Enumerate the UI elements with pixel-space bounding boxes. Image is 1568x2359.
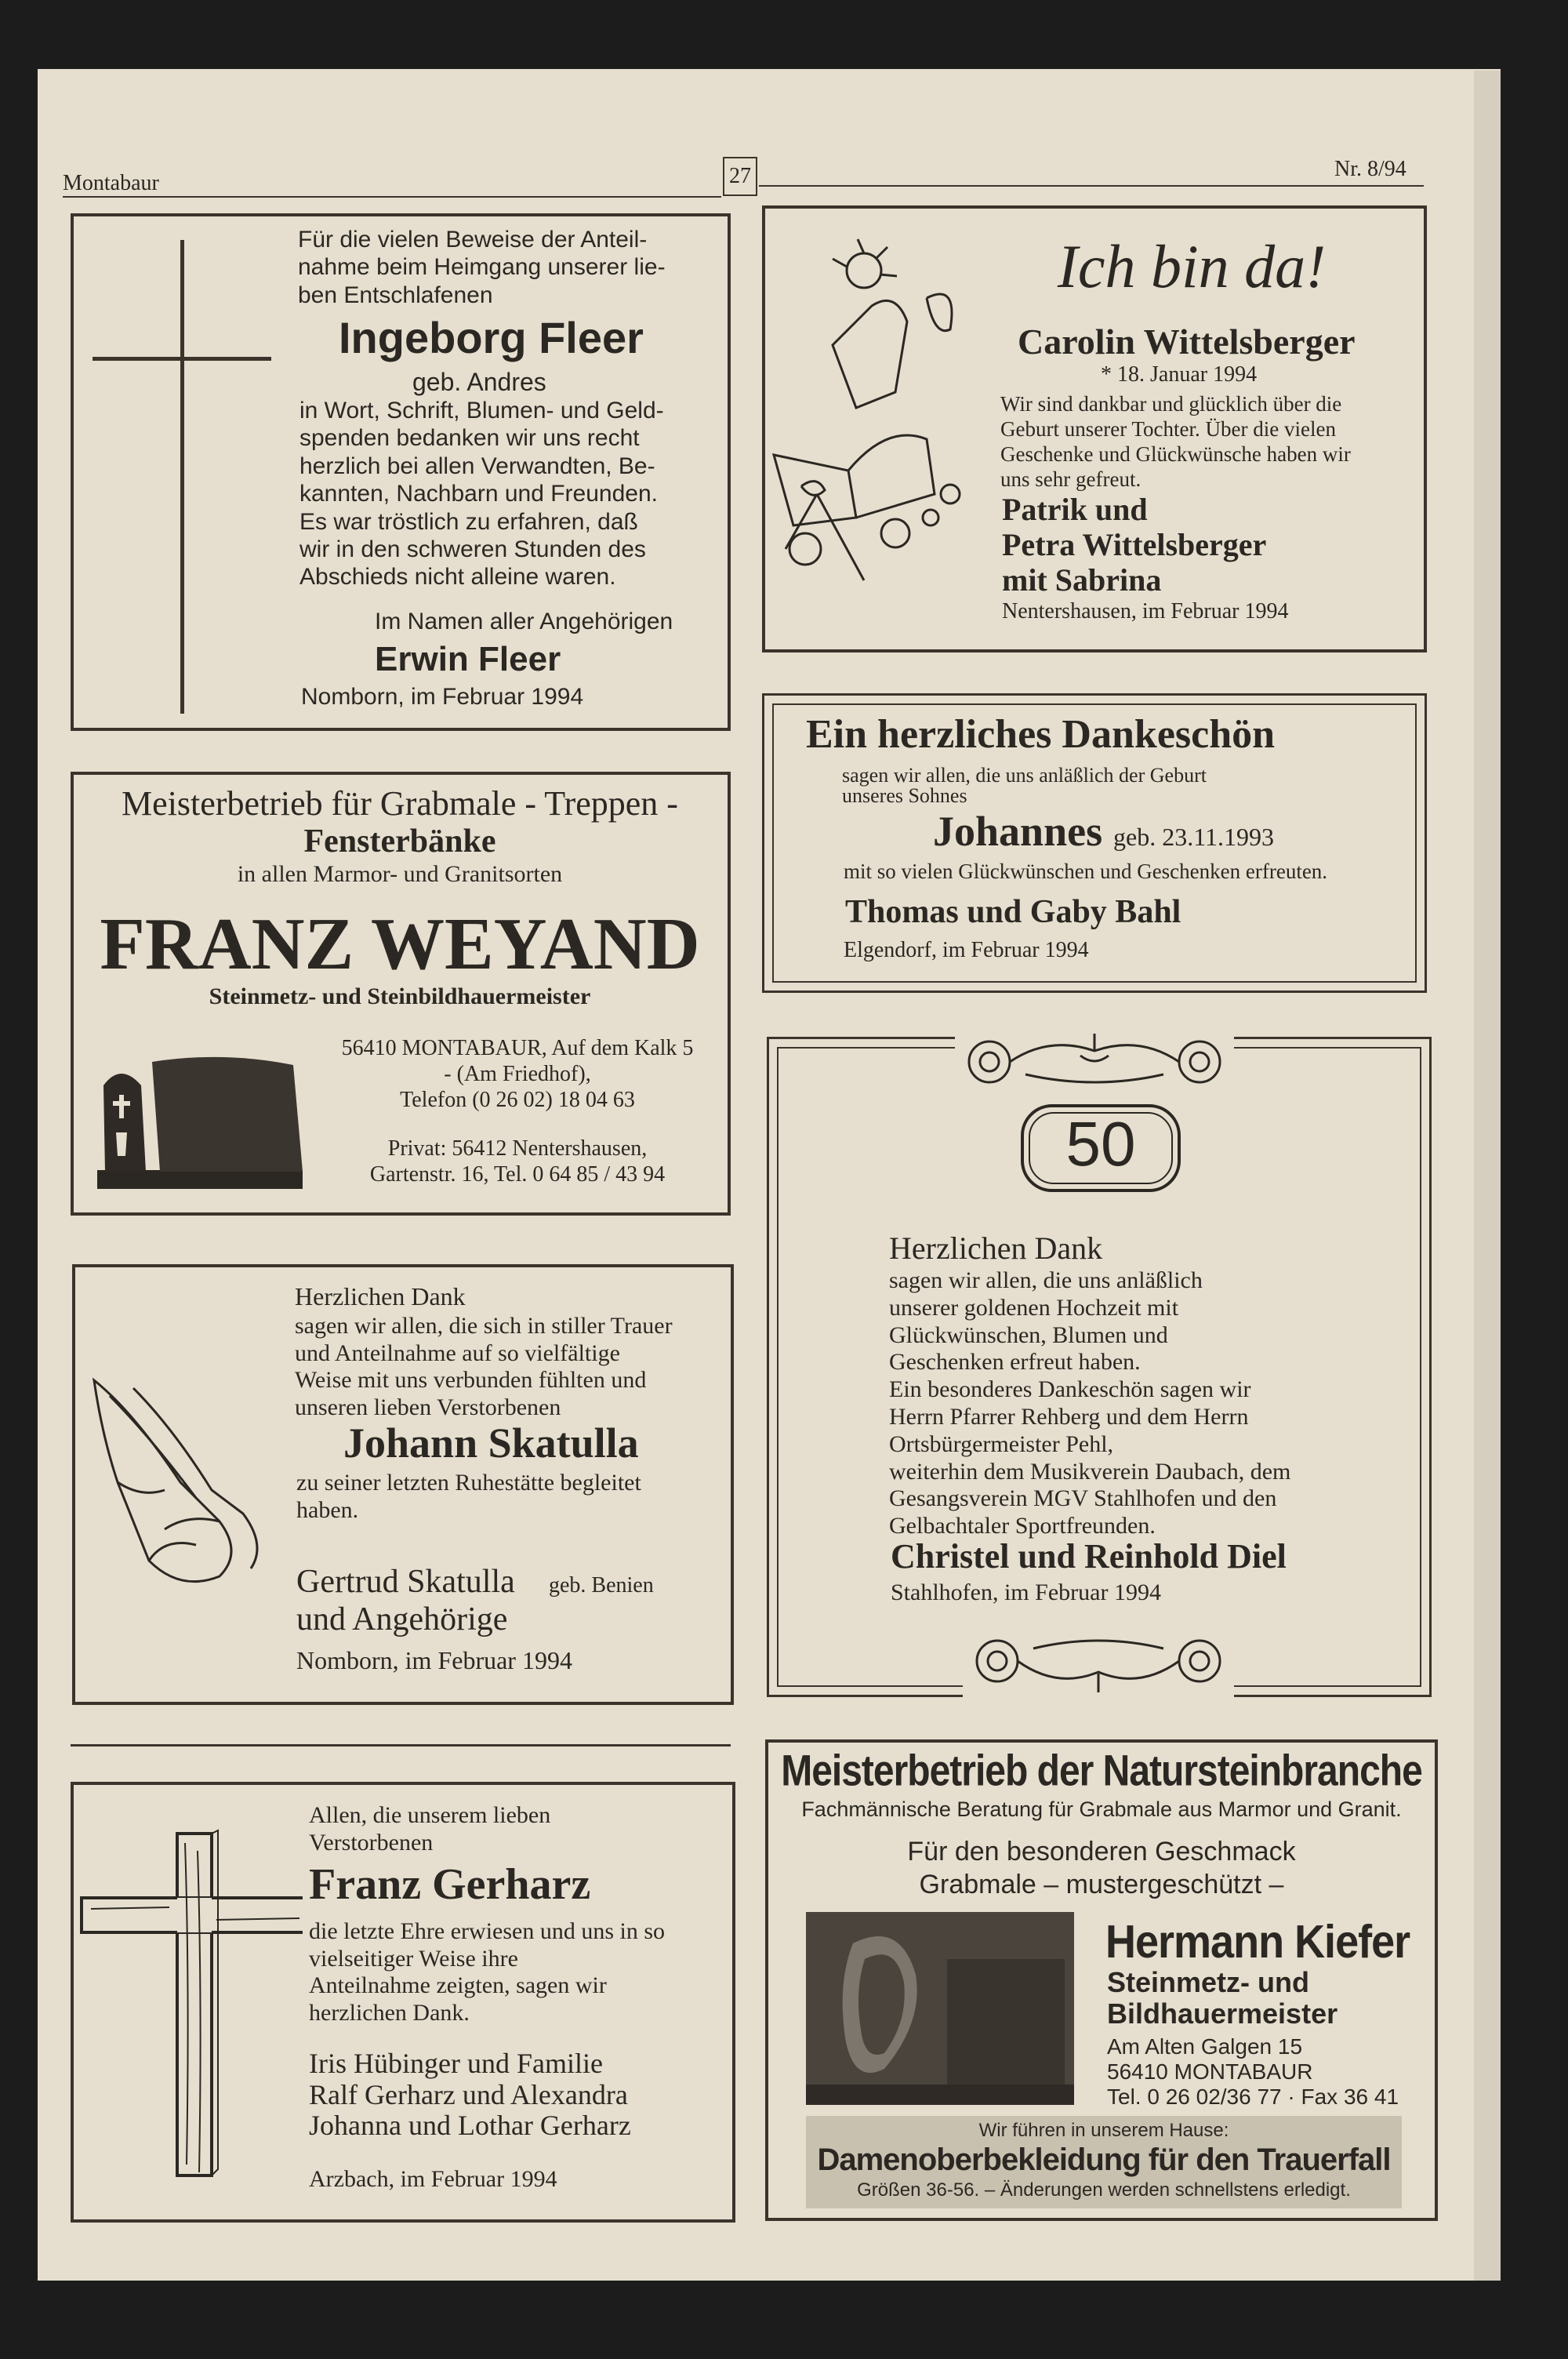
fleer-intro: Für die vielen Beweise der Anteil- nahme beim Heimgang unserer lie- ben Entschlafenen <box>298 227 666 308</box>
weyand-line3: in allen Marmor- und Granitsorten <box>237 861 563 887</box>
baby-carriage-illustration <box>770 235 997 596</box>
fleer-place: Nomborn, im Februar 1994 <box>301 684 584 710</box>
diel-place: Stahlhofen, im Februar 1994 <box>891 1579 1161 1605</box>
skatulla-signer: Gertrud Skatulla <box>296 1564 515 1600</box>
diel-title: Herzlichen Dank <box>889 1230 1103 1266</box>
carolin-headline: Ich bin da! <box>1057 232 1327 300</box>
weyand-address: 56410 MONTABAUR, Auf dem Kalk 5 - (Am Friedhof), Telefon (0 26 02) 18 04 63 <box>341 1036 694 1113</box>
page-edge <box>1474 71 1501 2281</box>
kiefer-subtitle: Fachmännische Beratung für Grabmale aus Marmor und Granit. <box>801 1797 1402 1821</box>
gerharz-name: Franz Gerharz <box>309 1860 591 1909</box>
skatulla-signer-note: geb. Benien <box>549 1573 654 1598</box>
carolin-body: Wir sind dankbar und glücklich über die Geburt unserer Tochter. Über die vielen Geschenke und Glückwünsche haben wir uns sehr gefreut. <box>1000 392 1351 491</box>
skatulla-place: Nomborn, im Februar 1994 <box>296 1646 572 1674</box>
header-town: Montabaur <box>63 171 159 195</box>
kiefer-trade: Steinmetz- und Bildhauermeister <box>1107 1966 1338 2030</box>
bahl-place: Elgendorf, im Februar 1994 <box>844 938 1089 962</box>
gerharz-body: die letzte Ehre erwiesen und uns in so vielseitiger Weise ihre Anteilnahme zeigten, sagen wir herzlichen Dank. <box>309 1918 666 2026</box>
anniversary-number: 50 <box>1065 1109 1136 1179</box>
weyand-line2: Fensterbänke <box>303 823 496 860</box>
fleer-behalf: Im Namen aller Angehörigen <box>375 609 673 634</box>
kiefer-address: Am Alten Galgen 15 56410 MONTABAUR Tel. 0 26 02/36 77 · Fax 36 41 <box>1107 2034 1399 2109</box>
skatulla-signer2: und Angehörige <box>296 1601 508 1637</box>
ornament-top <box>955 1027 1234 1093</box>
header-rule-right <box>759 185 1424 187</box>
header-issue: Nr. 8/94 <box>1334 157 1406 181</box>
skatulla-body: zu seiner letzten Ruhestätte begleitet haben. <box>296 1470 641 1523</box>
weyand-line1: Meisterbetrieb für Grabmale - Treppen - <box>122 784 678 823</box>
kiefer-headline: Meisterbetrieb der Natursteinbranche <box>781 1747 1422 1795</box>
gravestone-image <box>97 1054 309 1190</box>
weyand-name: FRANZ WEYAND <box>100 903 700 985</box>
weyand-subtitle: Steinmetz- und Steinbildhauermeister <box>209 983 591 1009</box>
bahl-born: geb. 23.11.1993 <box>1113 823 1275 851</box>
fleer-body: in Wort, Schrift, Blumen- und Geld- spenden bedanken wir uns recht herzlich bei allen Verwandten, Be- kannten, Nachbarn und Freunden. Es war tröstlich zu erfahren, daß wir in den schweren Stunden des Abschieds nicht alleine waren. <box>299 398 664 591</box>
ornament-bottom <box>963 1627 1234 1697</box>
cross-vertical <box>180 240 184 714</box>
skatulla-title: Herzlichen Dank <box>295 1282 466 1310</box>
header-rule-left <box>63 196 721 198</box>
kiefer-line1: Für den besonderen Geschmack <box>907 1837 1296 1866</box>
carolin-birth: * 18. Januar 1994 <box>1101 362 1258 387</box>
diel-body: sagen wir allen, die uns anläßlich unserer goldenen Hochzeit mit Glückwünschen, Blumen und Geschenken erfreut haben. Ein besonderes Dankeschön sagen wir Herrn Pfarrer Rehberg und dem Herrn Ortsbürgermeister Pehl, weiterhin dem Musikverein Daubach, dem Gesangsverein MGV Stahlhofen und den Gelbachtaler Sportfreunden. <box>889 1267 1291 1539</box>
fleer-name: Ingeborg Fleer <box>339 313 644 362</box>
bahl-title: Ein herzliches Dankeschön <box>806 712 1276 757</box>
cross-horizontal <box>93 357 271 361</box>
gerharz-family: Iris Hübinger und Familie Ralf Gerharz und Alexandra Johanna und Lothar Gerharz <box>309 2048 631 2142</box>
kiefer-name: Hermann Kiefer <box>1105 1915 1410 1968</box>
bahl-signer: Thomas und Gaby Bahl <box>845 894 1181 930</box>
kiefer-banner-big: Damenoberbekleidung für den Trauerfall <box>817 2143 1391 2177</box>
skatulla-name: Johann Skatulla <box>343 1419 639 1467</box>
column-separator <box>71 1744 731 1747</box>
skatulla-intro: sagen wir allen, die sich in stiller Trauer und Anteilnahme auf so vielfältige Weise mit uns verbunden fühlten und unseren lieben Verstorbenen <box>295 1313 673 1420</box>
gerharz-place: Arzbach, im Februar 1994 <box>309 2166 557 2192</box>
bahl-intro: sagen wir allen, die uns anläßlich der Geburt unseres Sohnes <box>842 764 1207 807</box>
kiefer-banner-small: Wir führen in unserem Hause: <box>978 2120 1229 2141</box>
carolin-name: Carolin Wittelsberger <box>1018 322 1356 362</box>
weyand-private: Privat: 56412 Nentershausen, Gartenstr. 16, Tel. 0 64 85 / 43 94 <box>369 1136 666 1187</box>
fleer-signer: Erwin Fleer <box>375 640 561 678</box>
gravestone-photo <box>806 1912 1074 2105</box>
wooden-cross-illustration <box>75 1827 303 2180</box>
praying-hands-illustration <box>86 1365 274 1592</box>
bahl-body: mit so vielen Glückwünschen und Geschenken erfreuten. <box>844 860 1328 883</box>
carolin-place: Nentershausen, im Februar 1994 <box>1002 599 1289 623</box>
kiefer-line2: Grabmale – mustergeschützt – <box>919 1870 1284 1899</box>
carolin-parents: Patrik und Petra Wittelsberger mit Sabrina <box>1002 492 1267 598</box>
fleer-born: geb. Andres <box>412 368 546 396</box>
page-number: 27 <box>723 157 757 196</box>
bahl-child-name: Johannes <box>933 808 1103 855</box>
kiefer-banner-note: Größen 36-56. – Änderungen werden schnellstens erledigt. <box>857 2179 1351 2201</box>
diel-signer: Christel und Reinhold Diel <box>891 1537 1287 1576</box>
gerharz-intro: Allen, die unserem lieben Verstorbenen <box>309 1802 551 1856</box>
